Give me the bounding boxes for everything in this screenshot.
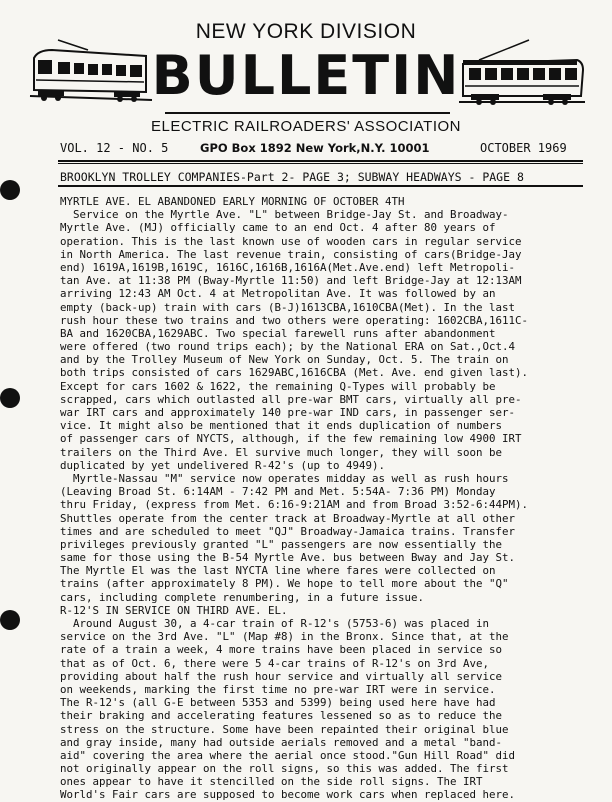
article-line: service on the 3rd Ave. "L" (Map #8) in the Bronx. Since that, at the bbox=[60, 630, 509, 644]
article-line: The R-12's (all G-E between 5353 and 5399) being used here have had bbox=[60, 696, 496, 710]
article-line: empty (back-up) train with cars (B-J)1613CBA,1610CBA(Met). In the last bbox=[60, 300, 516, 314]
article-line: scrapped, cars which outlasted all pre-war BMT cars, virtually all pre- bbox=[60, 392, 522, 406]
article-line: tan Ave. at 11:38 PM (Bway-Myrtle 11:50) and left Bridge-Jay at 12:13AM bbox=[60, 274, 522, 288]
article-line: on weekends, marking the first time no pre-war IRT were in service. bbox=[60, 682, 496, 696]
article-line: that as of Oct. 6, there were 5 4-car trains of R-12's on 3rd Ave, bbox=[60, 656, 490, 670]
contents-rule bbox=[58, 185, 583, 187]
article-line: BA and 1620CBA,1629ABC. Two special farewell runs after abandonment bbox=[60, 326, 496, 340]
article-line: not originally appear on the roll signs, so this was added. The first bbox=[60, 762, 509, 776]
punch-hole-middle bbox=[0, 388, 20, 408]
article-body bbox=[60, 195, 580, 802]
masthead-rule bbox=[165, 112, 450, 114]
mailing-address: GPO Box 1892 New York,N.Y. 10001 bbox=[200, 141, 430, 155]
article-line: Myrtle-Nassau "M" service now operates midday as well as rush hours bbox=[60, 471, 509, 485]
article-line: in North America. The last revenue train, consisting of cars(Bridge-Jay bbox=[60, 247, 522, 261]
article-line: ones appear to have it stencilled on the side roll signs. The IRT bbox=[60, 775, 483, 789]
article-line: operation. This is the last known use of wooden cars in regular service bbox=[60, 234, 522, 248]
article-line: arriving 12:43 AM Oct. 4 at Metropolitan Ave. It was followed by an bbox=[60, 287, 496, 301]
division-name: NEW YORK DIVISION bbox=[195, 20, 417, 43]
issue-rule-top bbox=[58, 160, 583, 162]
article-line: Service on the Myrtle Ave. "L" between Bridge-Jay St. and Broadway- bbox=[60, 208, 509, 222]
article-line: cars, including complete renumbering, in a future issue. bbox=[60, 590, 425, 604]
article-line: The Myrtle El was the last NYCTA line where fares were collected on bbox=[60, 564, 496, 578]
article-line: thru Friday, (express from Met. 6:16-9:21AM and from Broad 3:52-6:44PM). bbox=[60, 498, 529, 512]
issue-date: OCTOBER 1969 bbox=[480, 141, 567, 155]
article-line: trains (after approximately 8 PM). We hope to tell more about the "Q" bbox=[60, 577, 509, 591]
article-line: war IRT cars and approximately 140 pre-war IND cars, in passenger ser- bbox=[60, 406, 516, 419]
article-line: were offered (two round trips each); by the National ERA on Sat.,Oct.4 bbox=[60, 340, 516, 354]
punch-hole-bottom bbox=[0, 610, 20, 630]
article-line: providing about half the rush hour service and virtually all service bbox=[60, 669, 503, 683]
article-line: MYRTLE AVE. EL ABANDONED EARLY MORNING OF OCTOBER 4TH bbox=[60, 195, 405, 208]
article-line: of passenger cars of NYCTS, although, if the few remaining low 4900 IRT bbox=[60, 432, 522, 446]
issue-rule-bottom bbox=[58, 163, 583, 164]
article-line: and gray inside, many had outside aerials removed and a metal "band- bbox=[60, 735, 503, 749]
article-line: aid" covering the area where the aerial once stood."Gun Hill Road" did bbox=[60, 748, 516, 762]
article-line: World's Fair cars are supposed to become work cars when replaced here. bbox=[60, 788, 516, 802]
article-line: vice. It might also be mentioned that it ends duplication of numbers bbox=[60, 419, 503, 433]
article-line: end) 1619A,1619B,1619C, 1616C,1616B,1616A(Met.Ave.end) left Metropoli- bbox=[60, 260, 516, 274]
article-line: Around August 30, a 4-car train of R-12's (5753-6) was placed in bbox=[60, 617, 490, 630]
article-line: Shuttles operate from the center track at Broadway-Myrtle at all other bbox=[60, 511, 516, 525]
article-line: times and are scheduled to meet "QJ" Broadway-Jamaica trains. Transfer bbox=[60, 524, 516, 538]
article-line: rush hour these two trains and two others were operating: 1602CBA,1611C- bbox=[60, 313, 529, 327]
punch-hole-top bbox=[0, 180, 20, 200]
article-line: same for those using the B-54 Myrtle Ave. bus between Bway and Jay St. bbox=[60, 551, 516, 565]
article-line: stress on the structure. Some have been repainted their original blue bbox=[60, 722, 509, 736]
article-line: Except for cars 1602 & 1622, the remaining Q-Types will probably be bbox=[60, 379, 496, 393]
article-line: trailers on the Third Ave. El survive much longer, they will soon be bbox=[60, 445, 503, 459]
volume-number: VOL. 12 - NO. 5 bbox=[60, 141, 169, 155]
article-line: rate of a train a week, 4 more trains have been placed in service so bbox=[60, 643, 503, 657]
article-line: R-12'S IN SERVICE ON THIRD AVE. EL. bbox=[60, 603, 288, 617]
bulletin-title: BULLETIN bbox=[151, 44, 461, 107]
article-line: (Leaving Broad St. 6:14AM - 7:42 PM and Met. 5:54A- 7:36 PM) Monday bbox=[60, 485, 496, 499]
article-line: duplicated by yet undelivered R-42's (up to 4949). bbox=[60, 458, 386, 472]
contents-line: BROOKLYN TROLLEY COMPANIES-Part 2- PAGE 3; SUBWAY HEADWAYS - PAGE 8 bbox=[60, 170, 524, 184]
article-line: privileges previously granted "L" passengers are now essentially the bbox=[60, 537, 503, 551]
article-line: and by the Trolley Museum of New York on Sunday, Oct. 5. The train on bbox=[60, 353, 509, 367]
article-line: their braking and accelerating features lessened so as to reduce the bbox=[60, 709, 503, 723]
organization-name: ELECTRIC RAILROADERS' ASSOCIATION bbox=[151, 118, 461, 135]
article-line: Myrtle Ave. (MJ) officially came to an end Oct. 4 after 80 years of bbox=[60, 221, 496, 235]
article-line: both trips consisted of cars 1629ABC,1616CBA (Met. Ave. end given last). bbox=[60, 366, 529, 380]
